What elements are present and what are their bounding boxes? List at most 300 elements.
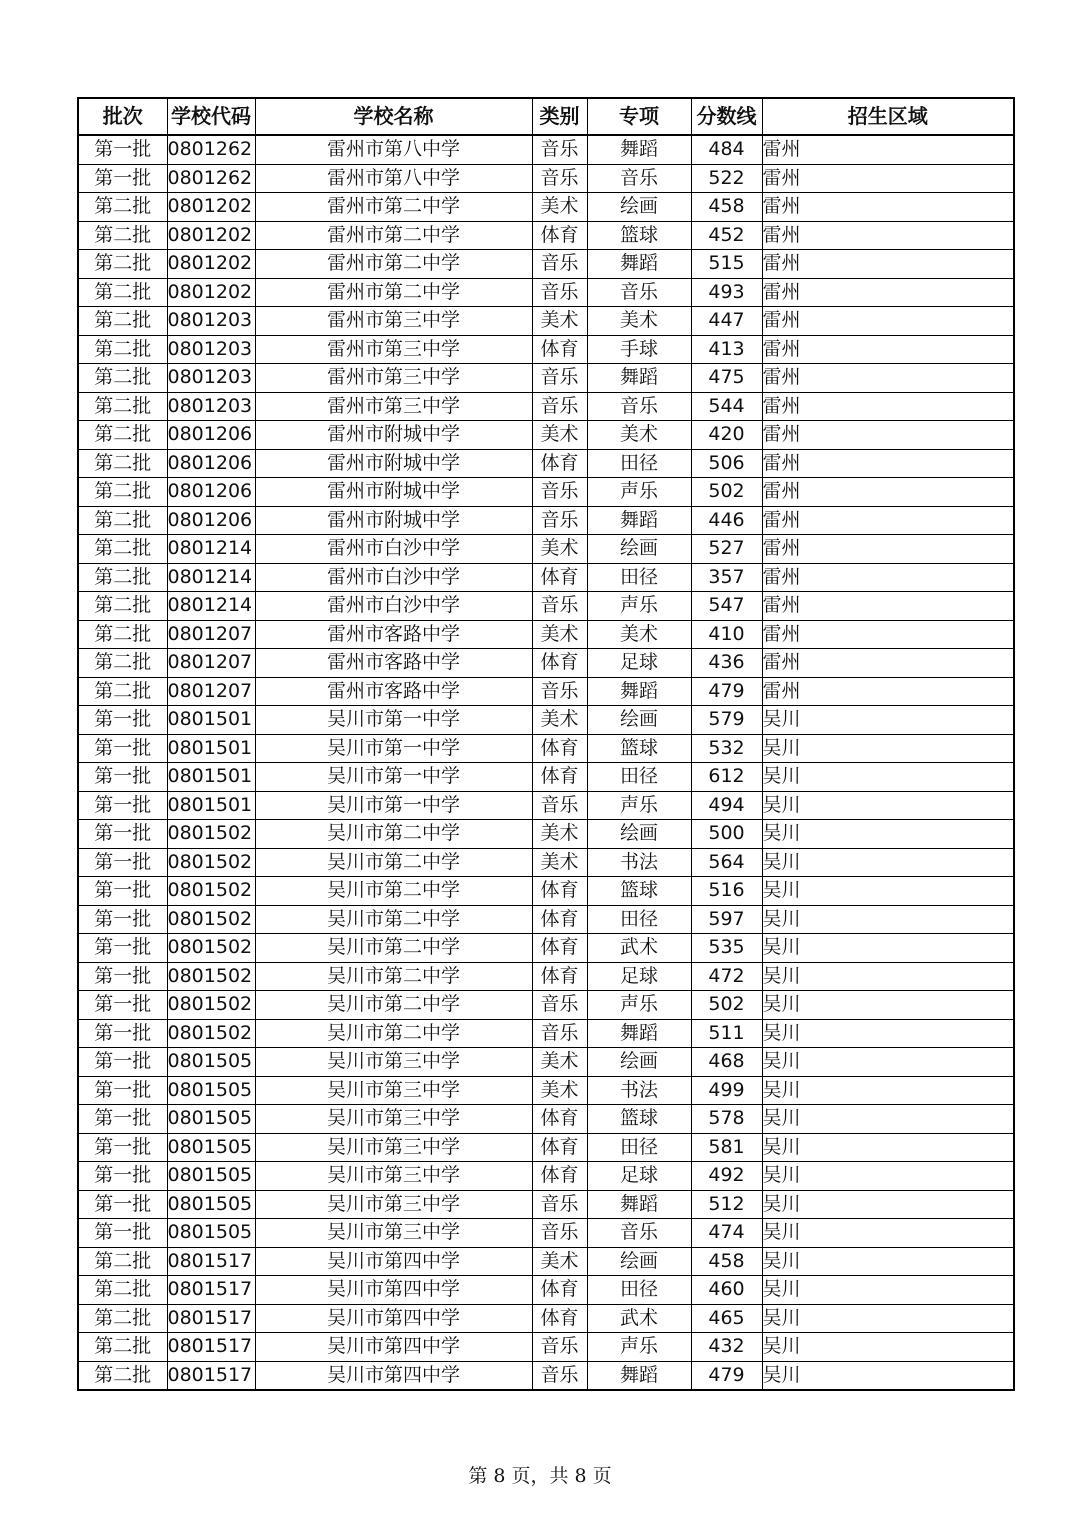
region-cell: 雷州 bbox=[762, 335, 1014, 364]
school-code-cell: 0801262 bbox=[167, 135, 255, 164]
table-row bbox=[78, 649, 1014, 678]
category-cell: 体育 bbox=[532, 1133, 587, 1162]
region-cell: 雷州 bbox=[762, 421, 1014, 450]
batch-cell: 第二批 bbox=[78, 449, 167, 478]
specialty-cell: 田径 bbox=[587, 449, 691, 478]
school-code-cell: 0801203 bbox=[167, 335, 255, 364]
region-cell: 吴川 bbox=[762, 1333, 1014, 1362]
specialty-cell: 舞蹈 bbox=[587, 677, 691, 706]
score-line-cell: 492 bbox=[691, 1162, 762, 1191]
header-batch: 批次 bbox=[78, 98, 167, 135]
category-cell: 音乐 bbox=[532, 364, 587, 393]
school-name-cell: 吴川市第一中学 bbox=[255, 791, 532, 820]
school-code-cell: 0801502 bbox=[167, 962, 255, 991]
batch-cell: 第一批 bbox=[78, 1133, 167, 1162]
region-cell: 雷州 bbox=[762, 364, 1014, 393]
school-code-cell: 0801501 bbox=[167, 791, 255, 820]
school-code-cell: 0801206 bbox=[167, 506, 255, 535]
table-row bbox=[78, 706, 1014, 735]
batch-cell: 第二批 bbox=[78, 478, 167, 507]
school-code-cell: 0801517 bbox=[167, 1333, 255, 1362]
specialty-cell: 武术 bbox=[587, 1304, 691, 1333]
school-code-cell: 0801207 bbox=[167, 620, 255, 649]
table-row bbox=[78, 1190, 1014, 1219]
school-code-cell: 0801502 bbox=[167, 934, 255, 963]
region-cell: 雷州 bbox=[762, 592, 1014, 621]
region-cell: 雷州 bbox=[762, 307, 1014, 336]
score-line-cell: 564 bbox=[691, 848, 762, 877]
school-name-cell: 吴川市第四中学 bbox=[255, 1304, 532, 1333]
school-name-cell: 雷州市附城中学 bbox=[255, 478, 532, 507]
category-cell: 体育 bbox=[532, 962, 587, 991]
category-cell: 美术 bbox=[532, 620, 587, 649]
score-line-cell: 502 bbox=[691, 991, 762, 1020]
region-cell: 雷州 bbox=[762, 478, 1014, 507]
region-cell: 吴川 bbox=[762, 820, 1014, 849]
specialty-cell: 音乐 bbox=[587, 164, 691, 193]
region-cell: 吴川 bbox=[762, 934, 1014, 963]
header-category: 类别 bbox=[532, 98, 587, 135]
table-row bbox=[78, 592, 1014, 621]
table-header bbox=[78, 98, 1014, 135]
specialty-cell: 舞蹈 bbox=[587, 364, 691, 393]
batch-cell: 第二批 bbox=[78, 506, 167, 535]
table-row bbox=[78, 307, 1014, 336]
batch-cell: 第一批 bbox=[78, 734, 167, 763]
table-row bbox=[78, 1361, 1014, 1390]
specialty-cell: 田径 bbox=[587, 1133, 691, 1162]
category-cell: 音乐 bbox=[532, 164, 587, 193]
region-cell: 吴川 bbox=[762, 877, 1014, 906]
school-name-cell: 吴川市第四中学 bbox=[255, 1333, 532, 1362]
region-cell: 吴川 bbox=[762, 1190, 1014, 1219]
score-line-cell: 500 bbox=[691, 820, 762, 849]
school-code-cell: 0801517 bbox=[167, 1276, 255, 1305]
batch-cell: 第一批 bbox=[78, 135, 167, 164]
school-code-cell: 0801505 bbox=[167, 1105, 255, 1134]
table-row bbox=[78, 1105, 1014, 1134]
table-row bbox=[78, 1133, 1014, 1162]
score-line-cell: 479 bbox=[691, 677, 762, 706]
batch-cell: 第一批 bbox=[78, 791, 167, 820]
category-cell: 音乐 bbox=[532, 1333, 587, 1362]
region-cell: 吴川 bbox=[762, 991, 1014, 1020]
specialty-cell: 舞蹈 bbox=[587, 1190, 691, 1219]
batch-cell: 第二批 bbox=[78, 1276, 167, 1305]
score-line-cell: 522 bbox=[691, 164, 762, 193]
batch-cell: 第二批 bbox=[78, 307, 167, 336]
batch-cell: 第二批 bbox=[78, 1361, 167, 1390]
batch-cell: 第二批 bbox=[78, 250, 167, 279]
region-cell: 吴川 bbox=[762, 1019, 1014, 1048]
table-row bbox=[78, 934, 1014, 963]
admission-score-table bbox=[77, 97, 1015, 1391]
school-name-cell: 吴川市第一中学 bbox=[255, 763, 532, 792]
school-name-cell: 雷州市白沙中学 bbox=[255, 535, 532, 564]
region-cell: 吴川 bbox=[762, 763, 1014, 792]
score-line-cell: 494 bbox=[691, 791, 762, 820]
batch-cell: 第二批 bbox=[78, 392, 167, 421]
category-cell: 音乐 bbox=[532, 1190, 587, 1219]
table-row bbox=[78, 364, 1014, 393]
score-line-cell: 468 bbox=[691, 1048, 762, 1077]
batch-cell: 第一批 bbox=[78, 905, 167, 934]
category-cell: 美术 bbox=[532, 1247, 587, 1276]
batch-cell: 第二批 bbox=[78, 1304, 167, 1333]
batch-cell: 第一批 bbox=[78, 991, 167, 1020]
school-name-cell: 吴川市第三中学 bbox=[255, 1105, 532, 1134]
specialty-cell: 声乐 bbox=[587, 991, 691, 1020]
category-cell: 美术 bbox=[532, 706, 587, 735]
school-code-cell: 0801505 bbox=[167, 1133, 255, 1162]
school-code-cell: 0801502 bbox=[167, 848, 255, 877]
score-line-cell: 527 bbox=[691, 535, 762, 564]
specialty-cell: 篮球 bbox=[587, 877, 691, 906]
specialty-cell: 篮球 bbox=[587, 221, 691, 250]
table-row bbox=[78, 620, 1014, 649]
batch-cell: 第二批 bbox=[78, 335, 167, 364]
school-code-cell: 0801203 bbox=[167, 307, 255, 336]
school-code-cell: 0801202 bbox=[167, 221, 255, 250]
table-row bbox=[78, 677, 1014, 706]
category-cell: 体育 bbox=[532, 763, 587, 792]
school-name-cell: 雷州市客路中学 bbox=[255, 620, 532, 649]
specialty-cell: 田径 bbox=[587, 905, 691, 934]
header-region: 招生区域 bbox=[762, 98, 1014, 135]
category-cell: 体育 bbox=[532, 649, 587, 678]
school-code-cell: 0801501 bbox=[167, 734, 255, 763]
school-name-cell: 吴川市第四中学 bbox=[255, 1276, 532, 1305]
score-line-cell: 535 bbox=[691, 934, 762, 963]
specialty-cell: 田径 bbox=[587, 563, 691, 592]
category-cell: 音乐 bbox=[532, 592, 587, 621]
category-cell: 体育 bbox=[532, 221, 587, 250]
specialty-cell: 田径 bbox=[587, 763, 691, 792]
table-row bbox=[78, 905, 1014, 934]
score-line-cell: 544 bbox=[691, 392, 762, 421]
school-name-cell: 吴川市第一中学 bbox=[255, 706, 532, 735]
category-cell: 体育 bbox=[532, 335, 587, 364]
table-row bbox=[78, 478, 1014, 507]
score-line-cell: 465 bbox=[691, 1304, 762, 1333]
category-cell: 音乐 bbox=[532, 278, 587, 307]
school-name-cell: 吴川市第二中学 bbox=[255, 905, 532, 934]
region-cell: 吴川 bbox=[762, 791, 1014, 820]
region-cell: 雷州 bbox=[762, 221, 1014, 250]
batch-cell: 第二批 bbox=[78, 592, 167, 621]
table-row bbox=[78, 221, 1014, 250]
table-row bbox=[78, 563, 1014, 592]
school-code-cell: 0801203 bbox=[167, 392, 255, 421]
specialty-cell: 足球 bbox=[587, 1162, 691, 1191]
batch-cell: 第一批 bbox=[78, 706, 167, 735]
specialty-cell: 手球 bbox=[587, 335, 691, 364]
school-code-cell: 0801203 bbox=[167, 364, 255, 393]
score-line-cell: 516 bbox=[691, 877, 762, 906]
table-row bbox=[78, 278, 1014, 307]
batch-cell: 第一批 bbox=[78, 1190, 167, 1219]
region-cell: 雷州 bbox=[762, 193, 1014, 222]
specialty-cell: 舞蹈 bbox=[587, 1361, 691, 1390]
score-line-cell: 447 bbox=[691, 307, 762, 336]
school-code-cell: 0801505 bbox=[167, 1219, 255, 1248]
school-code-cell: 0801206 bbox=[167, 449, 255, 478]
batch-cell: 第二批 bbox=[78, 364, 167, 393]
region-cell: 吴川 bbox=[762, 1304, 1014, 1333]
school-code-cell: 0801505 bbox=[167, 1190, 255, 1219]
school-name-cell: 雷州市第二中学 bbox=[255, 221, 532, 250]
score-line-cell: 578 bbox=[691, 1105, 762, 1134]
batch-cell: 第二批 bbox=[78, 1333, 167, 1362]
school-code-cell: 0801501 bbox=[167, 706, 255, 735]
category-cell: 体育 bbox=[532, 905, 587, 934]
specialty-cell: 绘画 bbox=[587, 1247, 691, 1276]
specialty-cell: 武术 bbox=[587, 934, 691, 963]
score-line-cell: 420 bbox=[691, 421, 762, 450]
region-cell: 吴川 bbox=[762, 1219, 1014, 1248]
school-name-cell: 雷州市第八中学 bbox=[255, 135, 532, 164]
category-cell: 美术 bbox=[532, 1048, 587, 1077]
category-cell: 音乐 bbox=[532, 135, 587, 164]
specialty-cell: 声乐 bbox=[587, 478, 691, 507]
batch-cell: 第一批 bbox=[78, 1162, 167, 1191]
specialty-cell: 美术 bbox=[587, 620, 691, 649]
region-cell: 雷州 bbox=[762, 449, 1014, 478]
score-line-cell: 475 bbox=[691, 364, 762, 393]
score-line-cell: 511 bbox=[691, 1019, 762, 1048]
category-cell: 音乐 bbox=[532, 791, 587, 820]
school-code-cell: 0801202 bbox=[167, 250, 255, 279]
score-line-cell: 581 bbox=[691, 1133, 762, 1162]
school-name-cell: 吴川市第二中学 bbox=[255, 877, 532, 906]
school-name-cell: 吴川市第二中学 bbox=[255, 991, 532, 1020]
table-row bbox=[78, 763, 1014, 792]
region-cell: 雷州 bbox=[762, 620, 1014, 649]
region-cell: 雷州 bbox=[762, 677, 1014, 706]
category-cell: 音乐 bbox=[532, 478, 587, 507]
school-code-cell: 0801517 bbox=[167, 1361, 255, 1390]
category-cell: 音乐 bbox=[532, 1219, 587, 1248]
school-name-cell: 雷州市第三中学 bbox=[255, 335, 532, 364]
school-code-cell: 0801502 bbox=[167, 820, 255, 849]
specialty-cell: 绘画 bbox=[587, 193, 691, 222]
batch-cell: 第一批 bbox=[78, 1076, 167, 1105]
school-name-cell: 吴川市第三中学 bbox=[255, 1190, 532, 1219]
category-cell: 体育 bbox=[532, 449, 587, 478]
school-code-cell: 0801214 bbox=[167, 563, 255, 592]
school-name-cell: 雷州市客路中学 bbox=[255, 677, 532, 706]
batch-cell: 第一批 bbox=[78, 763, 167, 792]
school-code-cell: 0801202 bbox=[167, 193, 255, 222]
region-cell: 吴川 bbox=[762, 1076, 1014, 1105]
region-cell: 吴川 bbox=[762, 962, 1014, 991]
school-name-cell: 吴川市第二中学 bbox=[255, 934, 532, 963]
region-cell: 吴川 bbox=[762, 1048, 1014, 1077]
category-cell: 体育 bbox=[532, 734, 587, 763]
table-body bbox=[78, 135, 1014, 1390]
table-row bbox=[78, 164, 1014, 193]
school-code-cell: 0801505 bbox=[167, 1162, 255, 1191]
category-cell: 音乐 bbox=[532, 1019, 587, 1048]
school-name-cell: 吴川市第一中学 bbox=[255, 734, 532, 763]
table-row bbox=[78, 250, 1014, 279]
batch-cell: 第一批 bbox=[78, 1219, 167, 1248]
score-line-cell: 547 bbox=[691, 592, 762, 621]
school-code-cell: 0801505 bbox=[167, 1076, 255, 1105]
school-name-cell: 吴川市第三中学 bbox=[255, 1162, 532, 1191]
region-cell: 吴川 bbox=[762, 1276, 1014, 1305]
table-row bbox=[78, 791, 1014, 820]
header-score-line: 分数线 bbox=[691, 98, 762, 135]
header-school-code: 学校代码 bbox=[167, 98, 255, 135]
score-line-cell: 479 bbox=[691, 1361, 762, 1390]
specialty-cell: 音乐 bbox=[587, 392, 691, 421]
batch-cell: 第一批 bbox=[78, 1105, 167, 1134]
region-cell: 雷州 bbox=[762, 278, 1014, 307]
score-line-cell: 458 bbox=[691, 1247, 762, 1276]
school-name-cell: 雷州市第二中学 bbox=[255, 250, 532, 279]
school-name-cell: 雷州市第三中学 bbox=[255, 392, 532, 421]
table-row bbox=[78, 193, 1014, 222]
category-cell: 美术 bbox=[532, 820, 587, 849]
region-cell: 吴川 bbox=[762, 734, 1014, 763]
school-name-cell: 吴川市第三中学 bbox=[255, 1076, 532, 1105]
page-footer: 第 8 页，共 8 页 bbox=[468, 1465, 612, 1487]
school-name-cell: 吴川市第三中学 bbox=[255, 1133, 532, 1162]
table-row bbox=[78, 1333, 1014, 1362]
school-code-cell: 0801214 bbox=[167, 592, 255, 621]
school-name-cell: 雷州市白沙中学 bbox=[255, 592, 532, 621]
score-line-cell: 499 bbox=[691, 1076, 762, 1105]
category-cell: 美术 bbox=[532, 193, 587, 222]
score-line-cell: 484 bbox=[691, 135, 762, 164]
batch-cell: 第二批 bbox=[78, 620, 167, 649]
specialty-cell: 绘画 bbox=[587, 706, 691, 735]
region-cell: 吴川 bbox=[762, 706, 1014, 735]
score-line-cell: 493 bbox=[691, 278, 762, 307]
region-cell: 雷州 bbox=[762, 250, 1014, 279]
specialty-cell: 舞蹈 bbox=[587, 250, 691, 279]
region-cell: 吴川 bbox=[762, 905, 1014, 934]
school-code-cell: 0801505 bbox=[167, 1048, 255, 1077]
specialty-cell: 篮球 bbox=[587, 1105, 691, 1134]
school-name-cell: 雷州市第二中学 bbox=[255, 278, 532, 307]
region-cell: 雷州 bbox=[762, 506, 1014, 535]
category-cell: 音乐 bbox=[532, 506, 587, 535]
score-line-cell: 357 bbox=[691, 563, 762, 592]
region-cell: 雷州 bbox=[762, 563, 1014, 592]
school-name-cell: 吴川市第二中学 bbox=[255, 820, 532, 849]
table-row bbox=[78, 962, 1014, 991]
score-line-cell: 515 bbox=[691, 250, 762, 279]
school-name-cell: 吴川市第四中学 bbox=[255, 1361, 532, 1390]
score-line-cell: 436 bbox=[691, 649, 762, 678]
specialty-cell: 声乐 bbox=[587, 592, 691, 621]
category-cell: 音乐 bbox=[532, 991, 587, 1020]
region-cell: 雷州 bbox=[762, 392, 1014, 421]
batch-cell: 第一批 bbox=[78, 934, 167, 963]
region-cell: 雷州 bbox=[762, 649, 1014, 678]
category-cell: 音乐 bbox=[532, 392, 587, 421]
school-code-cell: 0801502 bbox=[167, 1019, 255, 1048]
category-cell: 体育 bbox=[532, 1304, 587, 1333]
specialty-cell: 美术 bbox=[587, 307, 691, 336]
table-row bbox=[78, 535, 1014, 564]
table-row bbox=[78, 1276, 1014, 1305]
table-row bbox=[78, 877, 1014, 906]
region-cell: 吴川 bbox=[762, 1361, 1014, 1390]
specialty-cell: 声乐 bbox=[587, 791, 691, 820]
school-name-cell: 雷州市附城中学 bbox=[255, 506, 532, 535]
batch-cell: 第一批 bbox=[78, 962, 167, 991]
school-name-cell: 吴川市第二中学 bbox=[255, 848, 532, 877]
score-line-cell: 410 bbox=[691, 620, 762, 649]
table-row bbox=[78, 1019, 1014, 1048]
school-name-cell: 雷州市附城中学 bbox=[255, 421, 532, 450]
table-row bbox=[78, 1219, 1014, 1248]
table-row bbox=[78, 1247, 1014, 1276]
category-cell: 音乐 bbox=[532, 1361, 587, 1390]
batch-cell: 第二批 bbox=[78, 278, 167, 307]
table-row bbox=[78, 506, 1014, 535]
specialty-cell: 绘画 bbox=[587, 820, 691, 849]
table-row bbox=[78, 734, 1014, 763]
specialty-cell: 音乐 bbox=[587, 1219, 691, 1248]
batch-cell: 第二批 bbox=[78, 1247, 167, 1276]
table-row bbox=[78, 449, 1014, 478]
school-code-cell: 0801207 bbox=[167, 649, 255, 678]
batch-cell: 第一批 bbox=[78, 1048, 167, 1077]
school-code-cell: 0801502 bbox=[167, 877, 255, 906]
school-code-cell: 0801262 bbox=[167, 164, 255, 193]
school-name-cell: 雷州市附城中学 bbox=[255, 449, 532, 478]
school-name-cell: 雷州市第三中学 bbox=[255, 307, 532, 336]
score-line-cell: 474 bbox=[691, 1219, 762, 1248]
specialty-cell: 足球 bbox=[587, 962, 691, 991]
header-row bbox=[78, 98, 1014, 135]
batch-cell: 第二批 bbox=[78, 421, 167, 450]
specialty-cell: 篮球 bbox=[587, 734, 691, 763]
table-row bbox=[78, 820, 1014, 849]
region-cell: 雷州 bbox=[762, 164, 1014, 193]
table-row bbox=[78, 335, 1014, 364]
school-code-cell: 0801502 bbox=[167, 991, 255, 1020]
category-cell: 美术 bbox=[532, 1076, 587, 1105]
school-code-cell: 0801502 bbox=[167, 905, 255, 934]
batch-cell: 第一批 bbox=[78, 848, 167, 877]
region-cell: 雷州 bbox=[762, 535, 1014, 564]
table-row bbox=[78, 991, 1014, 1020]
table-row bbox=[78, 848, 1014, 877]
score-line-cell: 452 bbox=[691, 221, 762, 250]
specialty-cell: 声乐 bbox=[587, 1333, 691, 1362]
category-cell: 美术 bbox=[532, 848, 587, 877]
category-cell: 音乐 bbox=[532, 677, 587, 706]
header-school-name: 学校名称 bbox=[255, 98, 532, 135]
specialty-cell: 书法 bbox=[587, 1076, 691, 1105]
score-line-cell: 597 bbox=[691, 905, 762, 934]
header-specialty: 专项 bbox=[587, 98, 691, 135]
batch-cell: 第二批 bbox=[78, 193, 167, 222]
school-code-cell: 0801517 bbox=[167, 1304, 255, 1333]
specialty-cell: 田径 bbox=[587, 1276, 691, 1305]
batch-cell: 第一批 bbox=[78, 1019, 167, 1048]
batch-cell: 第二批 bbox=[78, 221, 167, 250]
specialty-cell: 书法 bbox=[587, 848, 691, 877]
score-line-cell: 460 bbox=[691, 1276, 762, 1305]
batch-cell: 第一批 bbox=[78, 820, 167, 849]
school-code-cell: 0801517 bbox=[167, 1247, 255, 1276]
